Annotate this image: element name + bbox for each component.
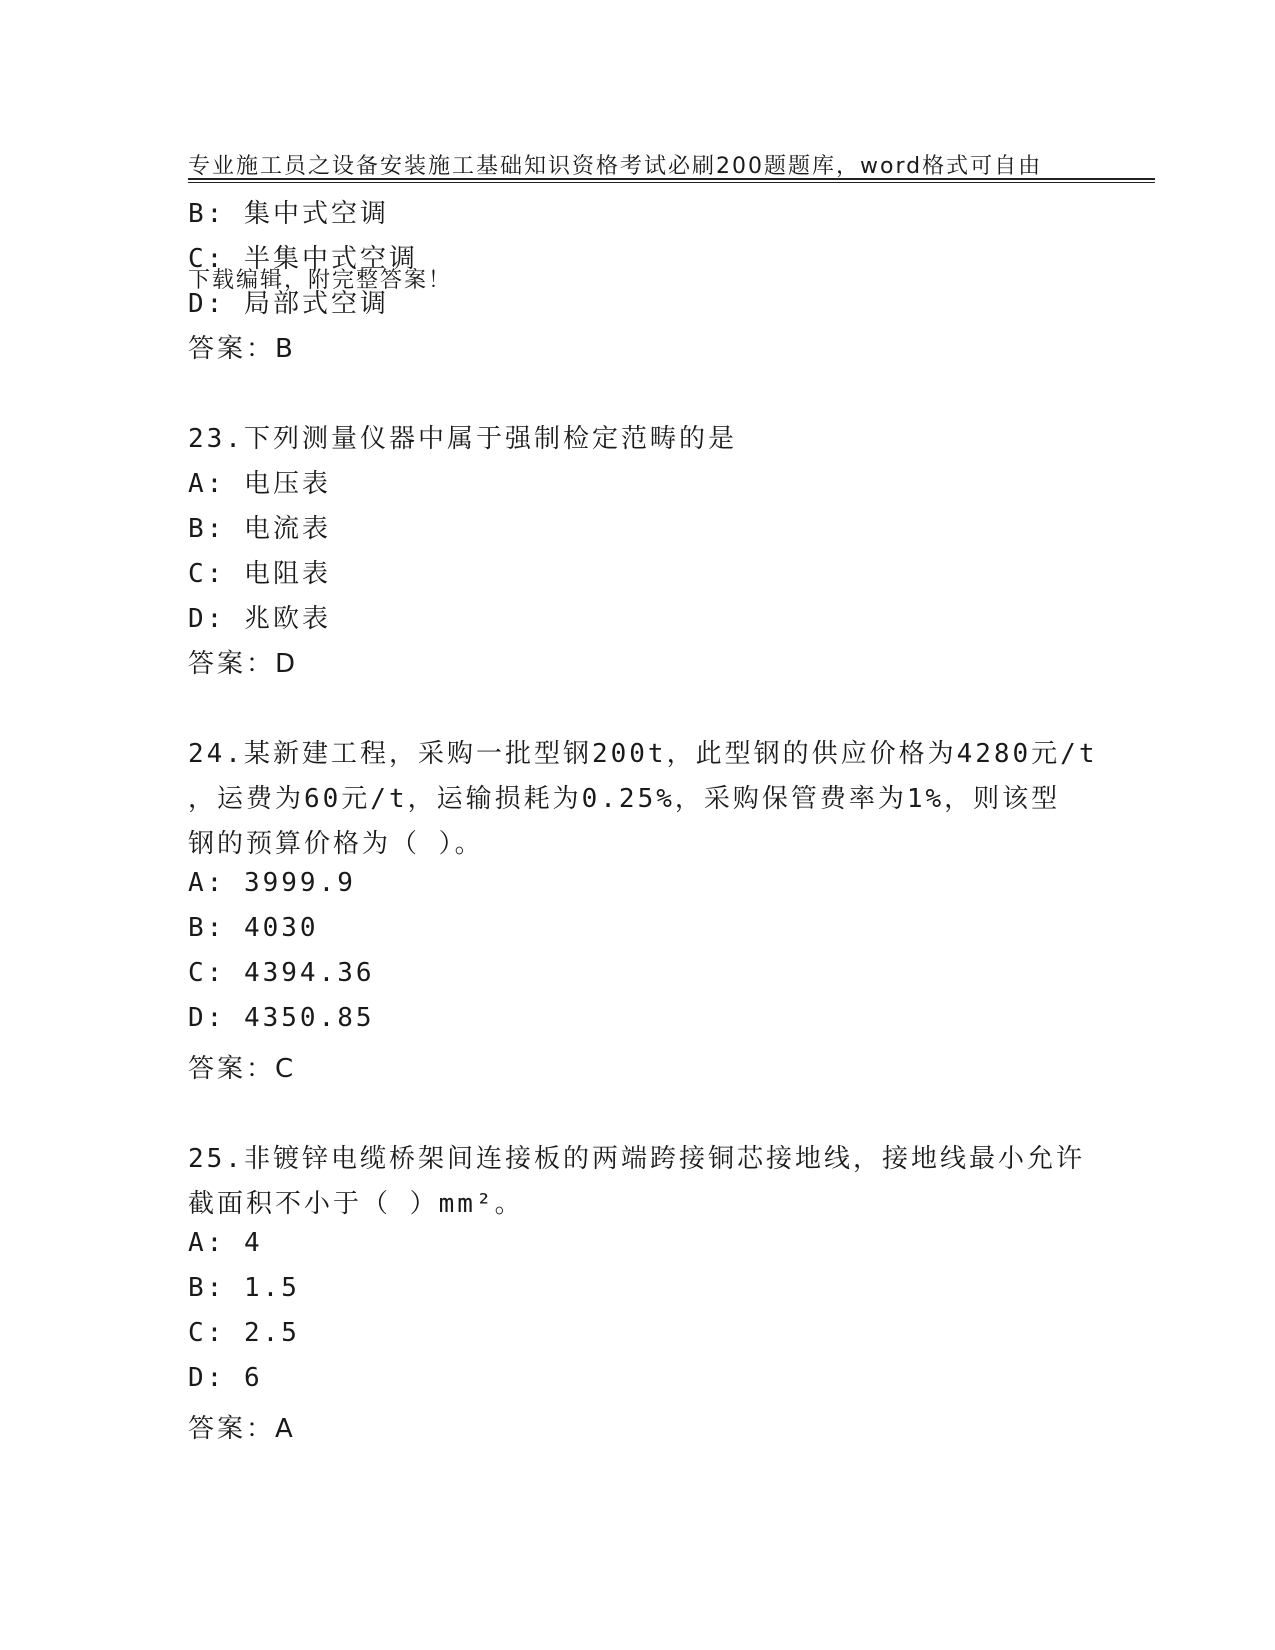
q25-option-b: B: 1.5 [188,1273,300,1303]
header-divider [188,178,1155,183]
q23-option-a: A: 电压表 [188,469,331,499]
q22-option-b: B: 集中式空调 [188,199,389,229]
q24-stem-line-3: 钢的预算价格为（ ）。 [188,829,484,859]
q23-option-c: C: 电阻表 [188,559,331,589]
header-line-2: 下载编辑，附完整答案！ [188,268,453,293]
q24-answer: 答案：C [188,1054,297,1084]
q24-stem-line-1: 24.某新建工程，采购一批型钢200t，此型钢的供应价格为4280元/t [188,739,1098,769]
header-line-1: 专业施工员之设备安装施工基础知识资格考试必刷200题题库，word格式可自由 [188,154,1043,179]
q24-option-c: C: 4394.36 [188,958,375,988]
q22-answer: 答案：B [188,334,296,364]
q24-option-d: D: 4350.85 [188,1003,375,1033]
q22-option-c: C: 半集中式空调 [188,244,418,274]
q25-answer: 答案：A [188,1414,296,1444]
q24-stem-line-2: ，运费为60元/t，运输损耗为0.25%，采购保管费率为1%，则该型 [188,784,1061,814]
q25-option-d: D: 6 [188,1363,263,1393]
q24-option-b: B: 4030 [188,913,319,943]
q22-option-d: D: 局部式空调 [188,289,389,319]
q25-option-c: C: 2.5 [188,1318,300,1348]
q25-stem-line-1: 25.非镀锌电缆桥架间连接板的两端跨接铜芯接地线，接地线最小允许 [188,1144,1085,1174]
q25-stem-line-2: 截面积不小于（ ）mm²。 [188,1189,524,1219]
q23-stem: 23.下列测量仪器中属于强制检定范畴的是 [188,424,737,454]
q23-option-d: D: 兆欧表 [188,604,331,634]
q24-option-a: A: 3999.9 [188,868,356,898]
q23-option-b: B: 电流表 [188,514,331,544]
q23-answer: 答案：D [188,649,299,679]
q25-option-a: A: 4 [188,1228,263,1258]
